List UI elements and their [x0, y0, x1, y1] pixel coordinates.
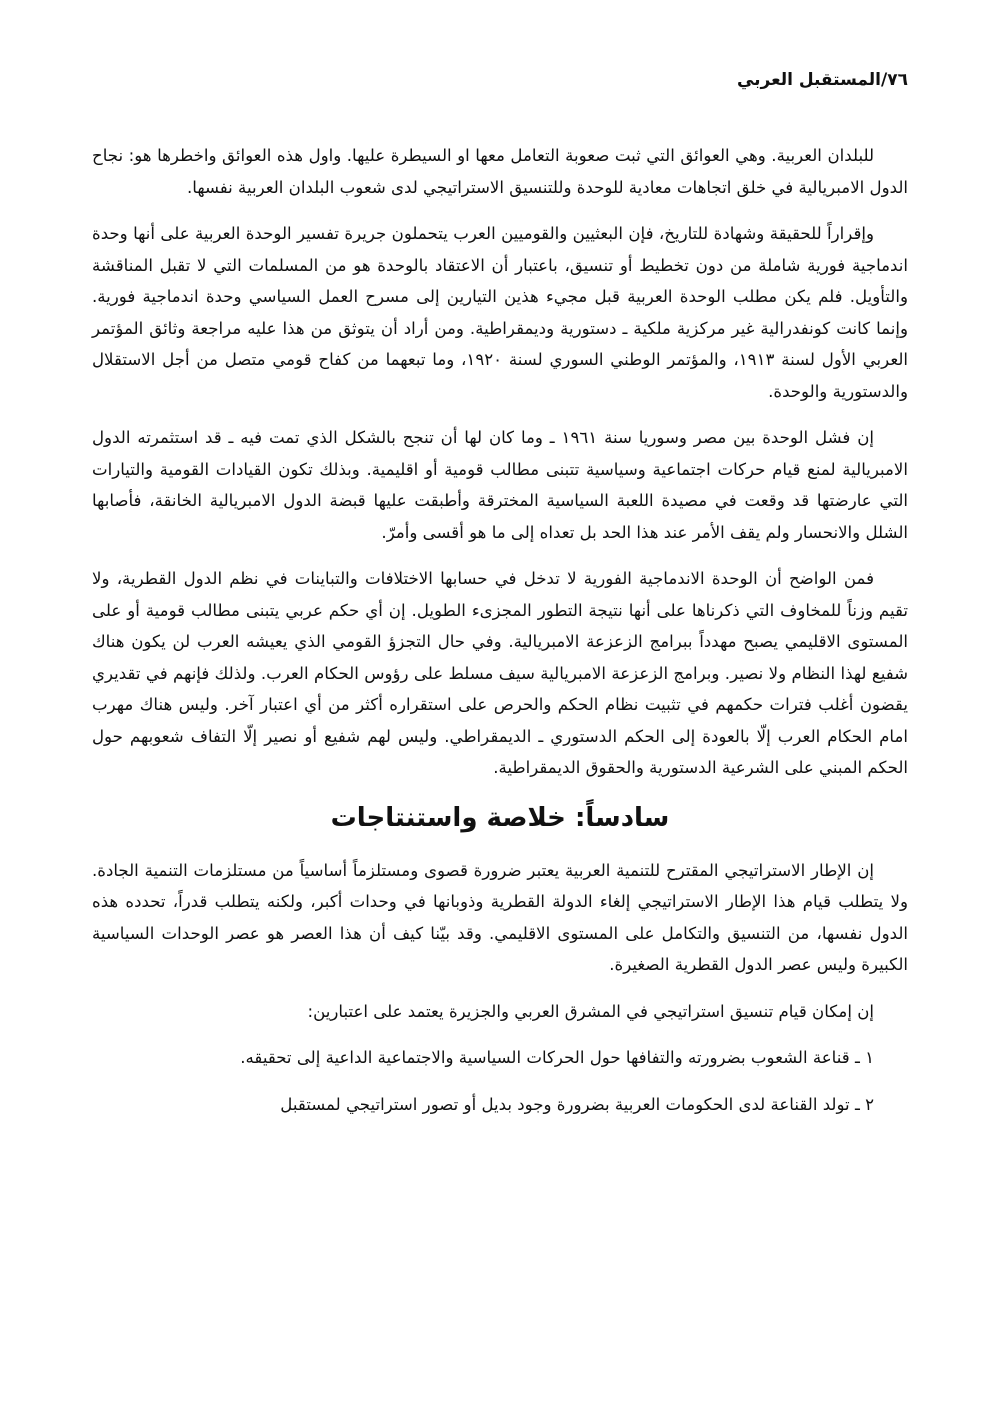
paragraph: إن الإطار الاستراتيجي المقترح للتنمية العربية يعتبر ضرورة قصوى ومستلزماً أساسياً من مستلزمات التنمية الجادة. ولا يتطلب قيام هذا الإطار الاستراتيجي إلغاء الدولة القطرية وذوبانها في وحدات أكبر، ولكنه يتطلب قدراً، تحدده هذه الدول نفسها، من التنسيق والتكامل على المستوى الاقليمي. وقد بيّنا كيف أن هذا العصر هو عصر الوحدات السياسية الكبيرة وليس عصر الدول القطرية الصغيرة.	[92, 860, 908, 974]
list-item: ١ ـ قناعة الشعوب بضرورته والتفافها حول الحركات السياسية والاجتماعية الداعية إلى تحقيقه.	[240, 1048, 874, 1067]
paragraph: وإقراراً للحقيقة وشهادة للتاريخ، فإن البعثيين والقوميين العرب يتحملون جريرة تفسير الوحدة العربية على أنها وحدة اندماجية فورية شاملة من دون تخطيط أو تنسيق، باعتبار أن الاعتقاد بالوحدة هو من المسلمات التي لا تقبل المناقشة والتأويل. فلم يكن مطلب الوحدة العربية قبل مجيء هذين التيارين إلى مسرح العمل السياسي وحدة اندماجية فورية. وإنما كانت كونفدرالية غير مركزية ملكية ـ دستورية وديمقراطية. ومن أراد أن يتوثق من هذا عليه مراجعة وثائق المؤتمر العربي الأول لسنة ١٩١٣، والمؤتمر الوطني السوري لسنة ١٩٢٠، وما تبعهما من كفاح قومي متصل من أجل الاستقلال والدستورية والوحدة.	[92, 224, 908, 401]
paragraph: إن إمكان قيام تنسيق استراتيجي في المشرق العربي والجزيرة يعتمد على اعتبارين:	[307, 1001, 874, 1021]
paragraph: للبلدان العربية. وهي العوائق التي ثبت صعوبة التعامل معها او السيطرة عليها. واول هذه العوائق واخطرها هو: نجاح الدول الامبريالية في خلق اتجاهات معادية للوحدة وللتنسيق الاستراتيجي لدى شعوب البلدان العربية نفسها.	[92, 146, 908, 197]
paragraph: فمن الواضح أن الوحدة الاندماجية الفورية لا تدخل في حسابها الاختلافات والتباينات في نظم الدول القطرية، ولا تقيم وزناً للمخاوف التي ذكرناها على أنها نتيجة التطور المجزىء الطويل. إن أي حكم عربي يتبنى مطالب قومية أو على المستوى الاقليمي يصبح مهدداً ببرامج الزعزعة الامبريالية. وفي حال التجزؤ القومي الذي يعيشه العرب لن يكون هناك شفيع لهذا النظام ولا نصير. وبرامج الزعزعة الامبريالية سيف مسلط على رؤوس الحكام العرب. ولذلك فإنهم في تقديري يقضون أغلب فترات حكمهم في تثبيت نظام الحكم والحرص على استقراره أكثر من أي اعتبار آخر. وليس هناك مهرب امام الحكام العرب إلّا بالعودة إلى الحكم الدستوري ـ الديمقراطي. وليس لهم شفيع أو نصير إلّا التفاف شعوبهم حول الحكم المبني على الشرعية الدستورية والحقوق الديمقراطية.	[92, 569, 908, 777]
section-heading: سادساً: خلاصة واستنتاجات	[330, 802, 670, 833]
page-body	[92, 140, 908, 1135]
running-header: ٧٦/المستقبل العربي	[736, 70, 908, 90]
paragraph: إن فشل الوحدة بين مصر وسوريا سنة ١٩٦١ ـ وما كان لها أن تنجح بالشكل الذي تمت فيه ـ قد استثمرته الدول الامبريالية لمنع قيام حركات اجتماعية وسياسية تتبنى مطالب قومية أو اقليمية. وبذلك تكون القيادات القومية والتيارات التي عارضتها قد وقعت في مصيدة اللعبة السياسية المخترقة وأطبقت عليها قبضة الدول الامبريالية الخانقة، فأصابها الشلل والانحسار ولم يقف الأمر عند هذا الحد بل تعداه إلى ما هو أقسى وأمرّ.	[92, 428, 908, 542]
list-item: ٢ ـ تولد القناعة لدى الحكومات العربية بضرورة وجود بديل أو تصور استراتيجي لمستقبل	[280, 1094, 874, 1114]
